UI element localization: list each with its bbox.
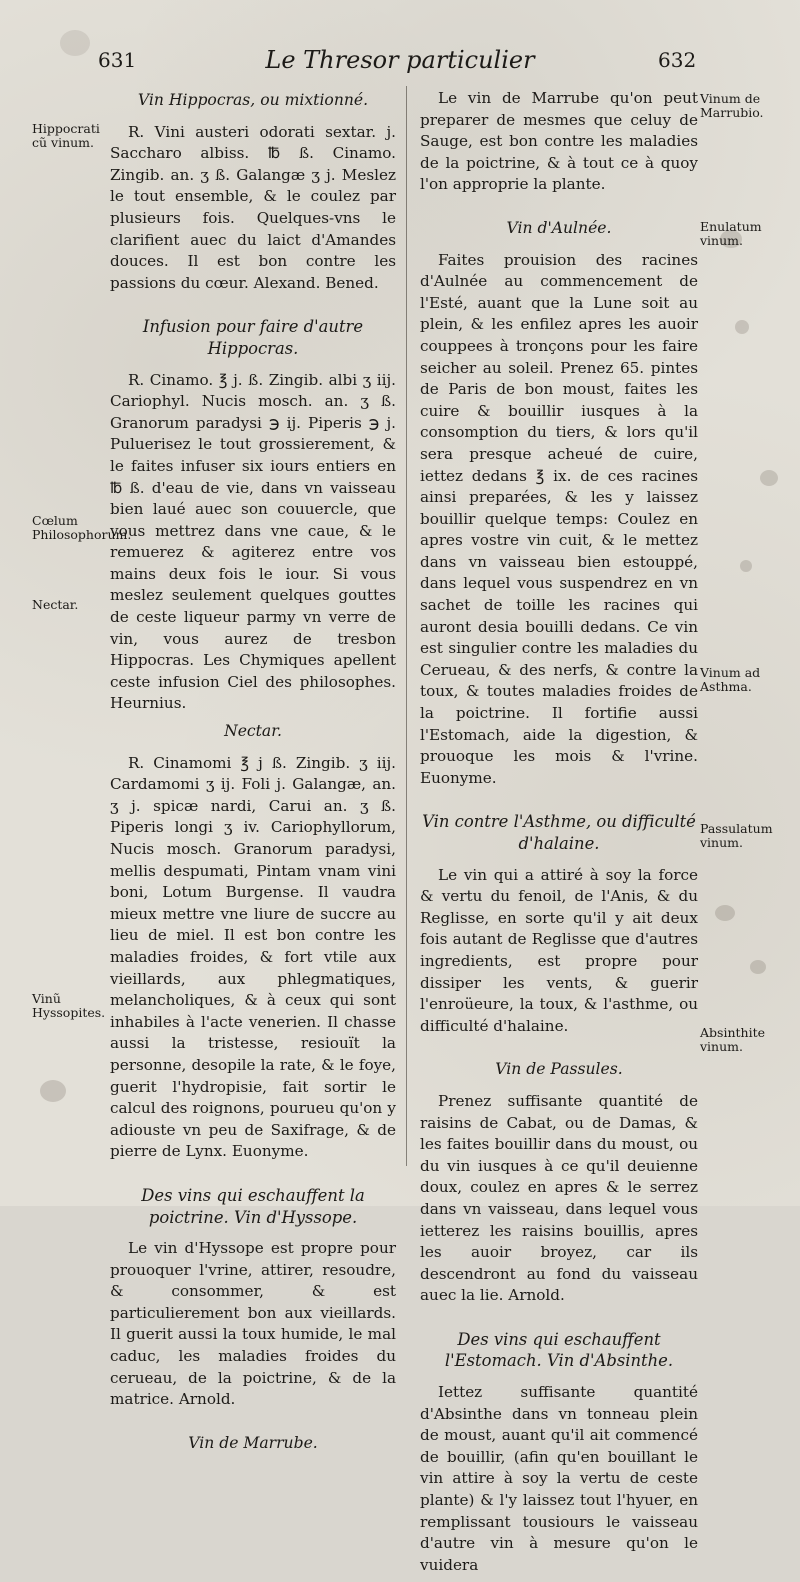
margin-note: Vinum ad Asthma. [700, 665, 761, 694]
column-divider [406, 86, 407, 1166]
margin-note: Nectar. [32, 597, 79, 612]
section-title: Vin de Marrube. [188, 1433, 318, 1452]
margin-note: Vinum de Marrubio. [700, 91, 764, 120]
running-title: Le Thresor particulier [265, 46, 535, 74]
recipe-text: R. Cinamomi ℥ j ß. Zingib. ʒ iij. Cardamomi ʒ ij. Foli j. Galangæ, an. ʒ j. spicæ nardi, Carui an. ʒ ß. Piperis longi ʒ iv. Cariophyllorum, Nucis mosch. Granorum paradysi, mellis despumati, Pintam vnam vini boni, Lotum Burgense. Il vaudra mieux mettre vne liure de succre au lieu de miel. Il est bon contre les maladies froides, & fort vtile aux vieillards, aux phlegmatiques, melancholiques, & à ceux qui sont inhabiles à l'acte venerien. Il chasse aussi la tristesse, resiouït la personne, desopile la rate, & le foye, guerit l'hydropisie, fait sortir le calcul des roignons, pourueu qu'on y adiouste vn peu de Saxifrage, & de pierre de Lynx. Euonyme. [110, 753, 396, 1161]
section-title: Nectar. [224, 722, 282, 741]
margin-note: Absinthite vinum. [700, 1025, 765, 1054]
recipe-text: Le vin d'Hyssope est propre pour prouoquer l'vrine, attirer, resoudre, & consommer, & est particulierement bon aux vieillards. Il guerit aussi la toux humide, le mal caduc, les maladies froides du cerueau, de la poictrine, & de la matrice. Arnold. [110, 1239, 396, 1409]
section-title: Vin de Passules. [495, 1060, 623, 1079]
margin-note: Enulatum vinum. [700, 219, 762, 248]
left-page-number: 631 [98, 48, 137, 72]
left-column [110, 84, 396, 1464]
recipe-text: Iettez suffisante quantité d'Absinthe dans vn tonneau plein de moust, auant qu'il ait commencé de bouillir, (afin qu'en bouillant le vin attire à soy la vertu de ceste plante) & l'y laissez tout l'hyuer, en remplissant tousiours le vaisseau d'autre vin à mesure qu'on le vuidera [420, 1383, 698, 1574]
margin-note: Vinũ Hyssopites. [32, 991, 106, 1020]
margin-note: Cœlum Philosophorum. [32, 513, 132, 542]
recipe-text: Le vin de Marrube qu'on peut preparer de mesmes que celuy de Sauge, est bon contre les maladies de la poictrine, & à tout ce à quoy l'on approprie la plante. [420, 89, 698, 194]
section-title: Vin Hippocras, ou mixtionné. [137, 91, 369, 109]
recipe-text: Faites prouision des racines d'Aulnée au commencement de l'Esté, auant que la Lune soit au plein, & les enfilez apres les auoir couppees à tronçons pour les faire seicher au soleil. Prenez 65. pintes de Paris de bon moust, faites les cuire & bouillir iusques à la consomption du tiers, & lors qu'il sera presque acheué de cuire, iettez dedans ℥ ix. de ces racines ainsi preparées, & les y laissez bouillir quelque temps: Coulez en apres vostre vin cuit, & le mettez dans vn vaisseau bien estouppé, dans lequel vous suspendrez en vn sachet de toille les racines qui auront desia bouilli dedans. Ce vin est singulier contre les maladies du Cerueau, & des nerfs, & contre la toux, & toutes maladies froides de la poictrine. Il fortifie aussi l'Estomach, aide la digestion, & prouoque les mois & l'vrine. Euonyme. [420, 250, 698, 787]
recipe-text: Prenez suffisante quantité de raisins de Cabat, ou de Damas, & les faites bouillir dans du moust, ou du vin iusques à ce qu'il deuienne doux, coulez en apres & le serrez dans vn vaisseau, dans lequel vous ietterez les raisins bouillis, apres les auoir broyez, car ils descendront au fond du vaisseau auec la lie. Arnold. [420, 1091, 698, 1305]
right-column [420, 88, 698, 1582]
margin-note: Hippocrati cũ vinum. [32, 121, 100, 150]
section-title: Vin contre l'Asthme, ou difficulté d'halaine. [422, 812, 696, 853]
recipe-text: Le vin qui a attiré à soy la force & vertu du fenoil, de l'Anis, & du Reglisse, en sorte qu'il y ait deux fois autant de Reglisse que d'autres ingredients, est propre pour dissiper les vents, & guerir l'enroüeure, la toux, & l'asthme, ou difficulté d'halaine. [420, 865, 698, 1035]
section-title: Des vins qui eschauffent la poictrine. Vin d'Hyssope. [141, 1185, 365, 1227]
page-header [0, 44, 800, 84]
section-title: Infusion pour faire d'autre Hippocras. [142, 317, 364, 358]
recipe-text: R. Cinamo. ℥ j. ß. Zingib. albi ʒ iij. Cariophyl. Nucis mosch. an. ʒ ß. Granorum paradysi ℈ ij. Piperis ℈ j. Puluerisez le tout grossierement, & le faites infuser six iours entiers en ℔ ß. d'eau de vie, dans vn vaisseau bien laué auec son couuercle, que vous mettrez dans vne caue, & le remuerez & agiterez entre vos mains deux fois le iour. Si vous meslez seulement quelques gouttes de ceste liqueur parmy vn verre de vin, vous aurez de tresbon Hippocras. Les Chymiques apellent ceste infusion Ciel des philosophes. Heurnius. [110, 370, 396, 713]
right-page-number: 632 [658, 48, 697, 72]
section-title: Des vins qui eschauffent l'Estomach. Vin d'Absinthe. [444, 1329, 674, 1371]
recipe-text: R. Vini austeri odorati sextar. j. Saccharo albiss. ℔ ß. Cinamo. Zingib. an. ʒ ß. Galangæ ʒ j. Meslez le tout ensemble, & le coulez par plusieurs fois. Quelques-vns le clarifient auec du laict d'Amandes douces. Il est bon contre les passions du cœur. Alexand. Bened. [110, 122, 396, 292]
section-title: Vin d'Aulnée. [506, 218, 612, 237]
margin-note: Passulatum vinum. [700, 821, 773, 850]
